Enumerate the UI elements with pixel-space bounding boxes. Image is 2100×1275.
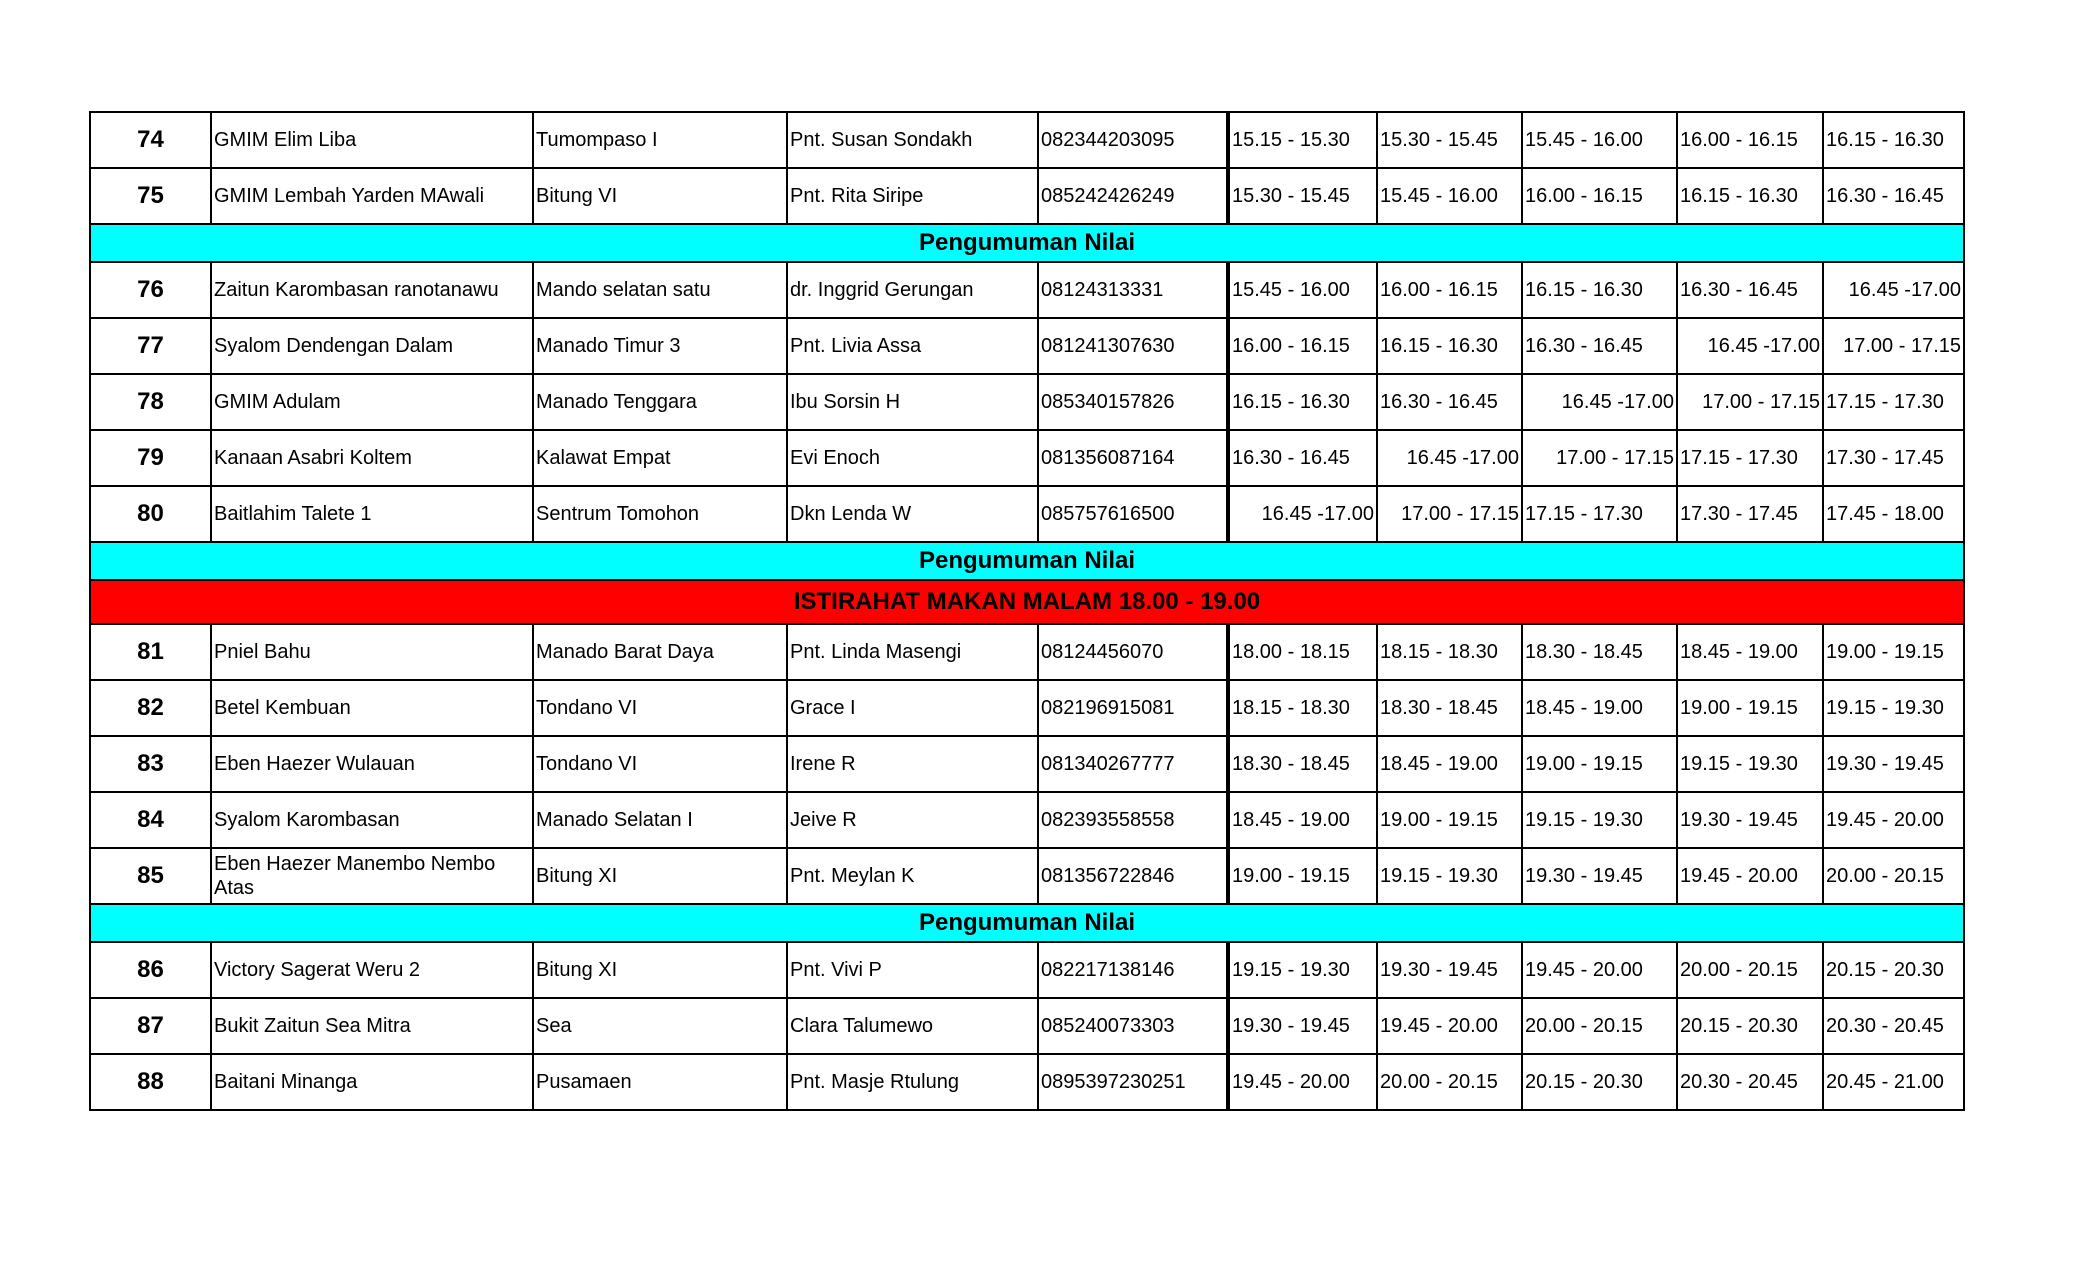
- table-row: [90, 318, 1964, 374]
- region-name: Bitung XI: [533, 848, 787, 904]
- table-row: [90, 168, 1964, 224]
- time-slot-3: 18.45 - 19.00: [1522, 680, 1677, 736]
- time-slot-2: 16.15 - 16.30: [1377, 318, 1522, 374]
- time-slot-5: 20.45 - 21.00: [1823, 1054, 1964, 1110]
- schedule-table: [89, 111, 1965, 1111]
- time-slot-5: 20.15 - 20.30: [1823, 942, 1964, 998]
- time-slot-3: 19.00 - 19.15: [1522, 736, 1677, 792]
- time-slot-4: 19.45 - 20.00: [1677, 848, 1823, 904]
- row-number: 80: [90, 486, 211, 542]
- time-slot-4: 20.30 - 20.45: [1677, 1054, 1823, 1110]
- contact-person: Pnt. Livia Assa: [787, 318, 1038, 374]
- region-name: Manado Barat Daya: [533, 624, 787, 680]
- region-name: Tondano VI: [533, 736, 787, 792]
- table-row: [90, 848, 1964, 904]
- phone-number: 081356087164: [1038, 430, 1228, 486]
- table-row: [90, 736, 1964, 792]
- region-name: Bitung XI: [533, 942, 787, 998]
- time-slot-5: 17.45 - 18.00: [1823, 486, 1964, 542]
- time-slot-4: 17.00 - 17.15: [1677, 374, 1823, 430]
- phone-number: 0895397230251: [1038, 1054, 1228, 1110]
- time-slot-5: 17.00 - 17.15: [1823, 318, 1964, 374]
- phone-number: 085340157826: [1038, 374, 1228, 430]
- time-slot-3: 17.15 - 17.30: [1522, 486, 1677, 542]
- phone-number: 08124456070: [1038, 624, 1228, 680]
- church-name: Victory Sagerat Weru 2: [211, 942, 533, 998]
- region-name: Tumompaso I: [533, 112, 787, 168]
- time-slot-5: 16.30 - 16.45: [1823, 168, 1964, 224]
- time-slot-3: 19.15 - 19.30: [1522, 792, 1677, 848]
- row-number: 83: [90, 736, 211, 792]
- time-slot-1: 18.00 - 18.15: [1228, 624, 1377, 680]
- time-slot-2: 15.45 - 16.00: [1377, 168, 1522, 224]
- time-slot-3: 16.45 -17.00: [1522, 374, 1677, 430]
- time-slot-4: 17.30 - 17.45: [1677, 486, 1823, 542]
- time-slot-4: 16.00 - 16.15: [1677, 112, 1823, 168]
- contact-person: Irene R: [787, 736, 1038, 792]
- time-slot-2: 16.30 - 16.45: [1377, 374, 1522, 430]
- table-row: [90, 792, 1964, 848]
- table-row: [90, 262, 1964, 318]
- break-label: ISTIRAHAT MAKAN MALAM 18.00 - 19.00: [90, 580, 1964, 624]
- time-slot-1: 18.15 - 18.30: [1228, 680, 1377, 736]
- row-number: 84: [90, 792, 211, 848]
- church-name: GMIM Elim Liba: [211, 112, 533, 168]
- time-slot-4: 18.45 - 19.00: [1677, 624, 1823, 680]
- phone-number: 081241307630: [1038, 318, 1228, 374]
- time-slot-2: 16.45 -17.00: [1377, 430, 1522, 486]
- table-row: [90, 374, 1964, 430]
- time-slot-5: 20.00 - 20.15: [1823, 848, 1964, 904]
- announcement-row: [90, 904, 1964, 942]
- row-number: 82: [90, 680, 211, 736]
- time-slot-1: 15.45 - 16.00: [1228, 262, 1377, 318]
- time-slot-2: 15.30 - 15.45: [1377, 112, 1522, 168]
- time-slot-4: 17.15 - 17.30: [1677, 430, 1823, 486]
- region-name: Kalawat Empat: [533, 430, 787, 486]
- phone-number: 085240073303: [1038, 998, 1228, 1054]
- time-slot-1: 19.00 - 19.15: [1228, 848, 1377, 904]
- phone-number: 082196915081: [1038, 680, 1228, 736]
- phone-number: 08124313331: [1038, 262, 1228, 318]
- time-slot-2: 20.00 - 20.15: [1377, 1054, 1522, 1110]
- time-slot-1: 15.30 - 15.45: [1228, 168, 1377, 224]
- table-row: [90, 624, 1964, 680]
- time-slot-4: 19.00 - 19.15: [1677, 680, 1823, 736]
- contact-person: Dkn Lenda W: [787, 486, 1038, 542]
- phone-number: 082393558558: [1038, 792, 1228, 848]
- time-slot-1: 19.45 - 20.00: [1228, 1054, 1377, 1110]
- time-slot-5: 19.30 - 19.45: [1823, 736, 1964, 792]
- church-name: Syalom Karombasan: [211, 792, 533, 848]
- row-number: 88: [90, 1054, 211, 1110]
- church-name: Kanaan Asabri Koltem: [211, 430, 533, 486]
- table-row: [90, 998, 1964, 1054]
- announcement-label: Pengumuman Nilai: [90, 904, 1964, 942]
- row-number: 78: [90, 374, 211, 430]
- region-name: Sentrum Tomohon: [533, 486, 787, 542]
- contact-person: Pnt. Meylan K: [787, 848, 1038, 904]
- time-slot-5: 19.00 - 19.15: [1823, 624, 1964, 680]
- contact-person: Pnt. Masje Rtulung: [787, 1054, 1038, 1110]
- phone-number: 082217138146: [1038, 942, 1228, 998]
- time-slot-2: 19.15 - 19.30: [1377, 848, 1522, 904]
- break-row: [90, 580, 1964, 624]
- time-slot-3: 19.45 - 20.00: [1522, 942, 1677, 998]
- time-slot-4: 20.00 - 20.15: [1677, 942, 1823, 998]
- time-slot-5: 17.15 - 17.30: [1823, 374, 1964, 430]
- time-slot-5: 17.30 - 17.45: [1823, 430, 1964, 486]
- time-slot-1: 19.30 - 19.45: [1228, 998, 1377, 1054]
- region-name: Manado Tenggara: [533, 374, 787, 430]
- row-number: 87: [90, 998, 211, 1054]
- time-slot-3: 16.15 - 16.30: [1522, 262, 1677, 318]
- time-slot-5: 19.15 - 19.30: [1823, 680, 1964, 736]
- row-number: 86: [90, 942, 211, 998]
- table-row: [90, 430, 1964, 486]
- announcement-label: Pengumuman Nilai: [90, 224, 1964, 262]
- time-slot-4: 19.30 - 19.45: [1677, 792, 1823, 848]
- time-slot-2: 18.30 - 18.45: [1377, 680, 1522, 736]
- contact-person: dr. Inggrid Gerungan: [787, 262, 1038, 318]
- time-slot-2: 16.00 - 16.15: [1377, 262, 1522, 318]
- table-row: [90, 942, 1964, 998]
- time-slot-2: 19.00 - 19.15: [1377, 792, 1522, 848]
- time-slot-2: 19.30 - 19.45: [1377, 942, 1522, 998]
- church-name: GMIM Lembah Yarden MAwali: [211, 168, 533, 224]
- time-slot-1: 16.30 - 16.45: [1228, 430, 1377, 486]
- church-name: Betel Kembuan: [211, 680, 533, 736]
- church-name: GMIM Adulam: [211, 374, 533, 430]
- time-slot-3: 16.30 - 16.45: [1522, 318, 1677, 374]
- phone-number: 081356722846: [1038, 848, 1228, 904]
- time-slot-5: 20.30 - 20.45: [1823, 998, 1964, 1054]
- announcement-row: [90, 542, 1964, 580]
- contact-person: Jeive R: [787, 792, 1038, 848]
- row-number: 77: [90, 318, 211, 374]
- time-slot-5: 16.15 - 16.30: [1823, 112, 1964, 168]
- row-number: 79: [90, 430, 211, 486]
- time-slot-3: 20.15 - 20.30: [1522, 1054, 1677, 1110]
- region-name: Manado Timur 3: [533, 318, 787, 374]
- phone-number: 085757616500: [1038, 486, 1228, 542]
- time-slot-1: 16.15 - 16.30: [1228, 374, 1377, 430]
- time-slot-3: 15.45 - 16.00: [1522, 112, 1677, 168]
- church-name: Baitani Minanga: [211, 1054, 533, 1110]
- announcement-label: Pengumuman Nilai: [90, 542, 1964, 580]
- time-slot-2: 19.45 - 20.00: [1377, 998, 1522, 1054]
- region-name: Sea: [533, 998, 787, 1054]
- schedule-body: [90, 112, 1964, 1110]
- phone-number: 081340267777: [1038, 736, 1228, 792]
- church-name: Syalom Dendengan Dalam: [211, 318, 533, 374]
- time-slot-4: 16.30 - 16.45: [1677, 262, 1823, 318]
- time-slot-3: 18.30 - 18.45: [1522, 624, 1677, 680]
- region-name: Tondano VI: [533, 680, 787, 736]
- time-slot-4: 20.15 - 20.30: [1677, 998, 1823, 1054]
- church-name: Eben Haezer Manembo Nembo Atas: [211, 848, 533, 904]
- contact-person: Pnt. Vivi P: [787, 942, 1038, 998]
- time-slot-4: 16.15 - 16.30: [1677, 168, 1823, 224]
- row-number: 81: [90, 624, 211, 680]
- time-slot-1: 16.45 -17.00: [1228, 486, 1377, 542]
- time-slot-3: 20.00 - 20.15: [1522, 998, 1677, 1054]
- time-slot-2: 18.15 - 18.30: [1377, 624, 1522, 680]
- time-slot-2: 18.45 - 19.00: [1377, 736, 1522, 792]
- contact-person: Ibu Sorsin H: [787, 374, 1038, 430]
- region-name: Mando selatan satu: [533, 262, 787, 318]
- contact-person: Pnt. Linda Masengi: [787, 624, 1038, 680]
- time-slot-4: 19.15 - 19.30: [1677, 736, 1823, 792]
- phone-number: 082344203095: [1038, 112, 1228, 168]
- table-row: [90, 1054, 1964, 1110]
- region-name: Bitung VI: [533, 168, 787, 224]
- table-row: [90, 486, 1964, 542]
- region-name: Manado Selatan I: [533, 792, 787, 848]
- row-number: 85: [90, 848, 211, 904]
- region-name: Pusamaen: [533, 1054, 787, 1110]
- church-name: Zaitun Karombasan ranotanawu: [211, 262, 533, 318]
- row-number: 76: [90, 262, 211, 318]
- contact-person: Pnt. Susan Sondakh: [787, 112, 1038, 168]
- table-row: [90, 112, 1964, 168]
- time-slot-3: 17.00 - 17.15: [1522, 430, 1677, 486]
- church-name: Eben Haezer Wulauan: [211, 736, 533, 792]
- row-number: 75: [90, 168, 211, 224]
- phone-number: 085242426249: [1038, 168, 1228, 224]
- time-slot-5: 19.45 - 20.00: [1823, 792, 1964, 848]
- time-slot-1: 19.15 - 19.30: [1228, 942, 1377, 998]
- church-name: Pniel Bahu: [211, 624, 533, 680]
- time-slot-3: 19.30 - 19.45: [1522, 848, 1677, 904]
- contact-person: Pnt. Rita Siripe: [787, 168, 1038, 224]
- church-name: Bukit Zaitun Sea Mitra: [211, 998, 533, 1054]
- contact-person: Evi Enoch: [787, 430, 1038, 486]
- time-slot-3: 16.00 - 16.15: [1522, 168, 1677, 224]
- row-number: 74: [90, 112, 211, 168]
- time-slot-5: 16.45 -17.00: [1823, 262, 1964, 318]
- contact-person: Clara Talumewo: [787, 998, 1038, 1054]
- time-slot-4: 16.45 -17.00: [1677, 318, 1823, 374]
- time-slot-1: 15.15 - 15.30: [1228, 112, 1377, 168]
- time-slot-2: 17.00 - 17.15: [1377, 486, 1522, 542]
- time-slot-1: 18.45 - 19.00: [1228, 792, 1377, 848]
- announcement-row: [90, 224, 1964, 262]
- contact-person: Grace I: [787, 680, 1038, 736]
- time-slot-1: 18.30 - 18.45: [1228, 736, 1377, 792]
- time-slot-1: 16.00 - 16.15: [1228, 318, 1377, 374]
- table-row: [90, 680, 1964, 736]
- church-name: Baitlahim Talete 1: [211, 486, 533, 542]
